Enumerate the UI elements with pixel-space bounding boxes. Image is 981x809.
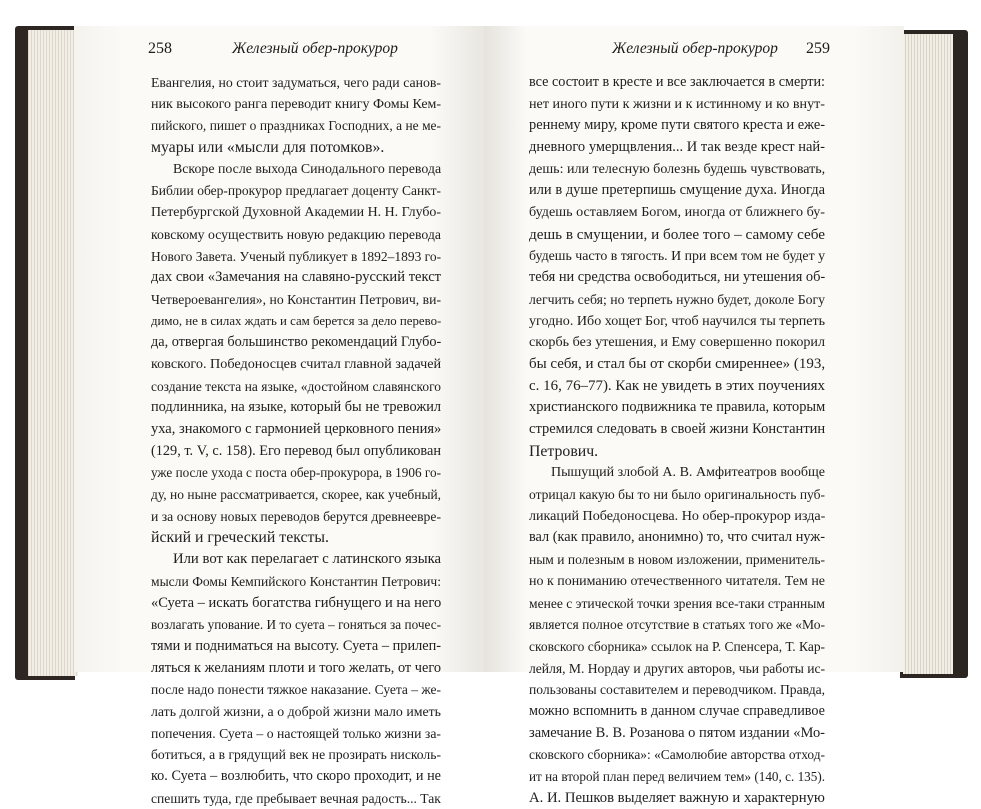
text-line: дешь: или телесную болезнь будешь чувствовать, bbox=[529, 160, 826, 177]
text-line: все состоит в кресте и все заключается в смерти: bbox=[529, 74, 825, 90]
text-line: Четвероевангелия», но Константин Петрович, ви- bbox=[151, 291, 441, 307]
text-line: возлагать упование. И то суета – гоняться за почес- bbox=[151, 617, 441, 633]
text-line: ным и полезным в новом изложении, применитель- bbox=[529, 552, 825, 568]
text-line: Петербургской Духовной Академии Н. Н. Глубо- bbox=[151, 205, 441, 221]
text-line: нет иного пути к жизни и к истинному и ко внут- bbox=[529, 95, 825, 112]
text-line: дах свои «Замечания на славяно-русский текст bbox=[151, 269, 441, 286]
text-line: попечения. Суета – о настоящей только жизни за- bbox=[151, 725, 441, 741]
text-line: создание текста на языке, «достойном славянского bbox=[151, 378, 441, 394]
page-edges-right bbox=[903, 34, 953, 674]
text-line: менее с этической точки зрения все-таки странным bbox=[529, 595, 825, 611]
text-line: и за основу новых переводов берутся древнеевре- bbox=[151, 508, 441, 524]
text-line: муары или «мысли для потомков». bbox=[151, 139, 385, 157]
text-line: сковского сборника»: «Самолюбие авторства отход- bbox=[529, 747, 825, 763]
text-line: да, отвергая большинство рекомендаций Глубо- bbox=[151, 334, 442, 351]
text-line: ботиться, а в грядущий век не прозирать нисколь- bbox=[151, 747, 441, 763]
text-line: ит на второй план перед величием тем» (140, с. 135). bbox=[529, 769, 825, 784]
text-line: ко. Суета – возлюбить, что скоро проходит, и не bbox=[151, 768, 441, 784]
text-line: лейля, М. Нордау и других авторов, чьи работы ис- bbox=[529, 660, 826, 676]
right-page-text bbox=[529, 72, 825, 809]
text-line: уха, знакомого с гармонией церковного пения» bbox=[151, 421, 442, 437]
text-line: скорбь без утешения, и Ему совершенно покорил bbox=[529, 334, 825, 351]
text-line: ликаций Победоносцева. Но обер-прокурор изда- bbox=[529, 507, 826, 524]
text-line: реннему миру, кроме пути святого креста и еже- bbox=[529, 117, 826, 134]
text-line: будешь оставляем Богом, иногда от ближнего бу- bbox=[529, 204, 825, 221]
text-line: йский и греческий тексты. bbox=[151, 529, 329, 547]
text-line: стремился следовать в своей жизни Константин bbox=[529, 421, 826, 437]
text-line: (129, т. V, с. 158). Его перевод был опубликован bbox=[151, 442, 441, 459]
text-line: ду, но ныне рассматривается, скорее, как учебный, bbox=[151, 487, 441, 503]
text-line: пользованы составителем и переводчиком. Правда, bbox=[529, 682, 826, 698]
text-line: ковскому осуществить новую редакцию перевода bbox=[151, 226, 441, 242]
text-line: Нового Завета. Ученый публикует в 1892–1893 го- bbox=[151, 248, 442, 264]
text-line: угодно. Ибо хощет Бог, чтоб научился ты терпеть bbox=[529, 312, 826, 329]
text-line: подлинника, на языке, который бы не тревожил bbox=[151, 399, 441, 416]
text-line: ник высокого ранга переводит книгу Фомы Кем- bbox=[151, 96, 442, 112]
text-line: Вскоре после выхода Синодального перевода bbox=[173, 161, 442, 177]
text-line: является полное отсутствие в статьях того же «Мо- bbox=[529, 617, 825, 633]
text-line: уже после ухода с поста обер-прокурора, в 1906 го- bbox=[151, 465, 441, 481]
text-line: Пышущий злобой А. В. Амфитеатров вообще bbox=[551, 465, 825, 481]
text-line: отрицал какую бы то ни было оригинальность пуб- bbox=[529, 487, 825, 503]
text-line: после надо понести тяжкое наказание. Суета – же- bbox=[151, 682, 441, 698]
text-line: замечание В. В. Розанова о пятом издании «Мо- bbox=[529, 724, 825, 741]
text-line: вал (как правило, анонимно) то, что считал нуж- bbox=[529, 529, 825, 546]
text-line: будешь часто в тягость. И при всем том не будет у bbox=[529, 248, 826, 264]
text-line: спешить туда, где пребывает вечная радость... Так bbox=[151, 790, 441, 806]
text-line: мысли Фомы Кемпийского Константин Петрович: bbox=[151, 573, 441, 589]
text-line: или в душе претерпишь смущение духа. Иногда bbox=[529, 182, 825, 199]
text-line: бы себя, и стал бы от скорби смиреннее» (193, bbox=[529, 355, 826, 372]
text-line: «Суета – искать богатства гибнущего и на него bbox=[151, 594, 442, 611]
text-line: можно вспомнить в данном случае справедливое bbox=[529, 702, 825, 719]
text-line: тями и подниматься на высоту. Суета – прилеп- bbox=[151, 637, 441, 654]
right-page-number: 259 bbox=[806, 40, 830, 57]
text-line: легчить себя; но терпеть нужно будет, доколе Богу bbox=[529, 291, 825, 307]
text-line: сковского сборника» ссылок на Р. Спенсера, Т. Кар- bbox=[529, 638, 826, 654]
text-line: дешь в смущении, и более того – самому себе bbox=[529, 225, 825, 243]
page-edges-left bbox=[28, 30, 78, 676]
left-page-text bbox=[151, 72, 441, 809]
text-line: с. 16, 76–77). Как не увидеть в этих поучениях bbox=[529, 377, 825, 394]
text-line: дневного умерщвления... И так везде крест най- bbox=[529, 139, 825, 156]
text-line: христианского подвижника те правила, которым bbox=[529, 399, 826, 416]
text-line: ляться к желаниям плоти и того желать, от чего bbox=[151, 659, 441, 676]
text-line: Или вот как перелагает с латинского языка bbox=[173, 551, 441, 568]
text-line: Петрович. bbox=[529, 442, 599, 460]
left-page-number: 258 bbox=[148, 40, 172, 57]
right-running-title: Железный обер-прокурор bbox=[612, 40, 778, 57]
text-line: Евангелия, но стоит задуматься, чего ради санов- bbox=[151, 75, 441, 90]
text-line: димо, не в силах ждать и сам берется за дело перево- bbox=[151, 313, 442, 328]
text-line: А. И. Пешков выделяет важную и характерную bbox=[529, 789, 825, 806]
text-line: ковского. Победоносцев считал главной задачей bbox=[151, 355, 442, 372]
text-line: тебя ни средства освободиться, ни утешения об- bbox=[529, 269, 826, 286]
text-line: Библии обер-прокурор предлагает доценту Санкт- bbox=[151, 183, 441, 199]
text-line: но к пониманию отечественного читателя. Тем не bbox=[529, 573, 825, 589]
text-line: лать долгой жизни, а о доброй жизни мало иметь bbox=[151, 703, 441, 719]
left-running-title: Железный обер-прокурор bbox=[232, 40, 398, 57]
text-line: пийского, пишет о праздниках Господних, а не ме- bbox=[151, 118, 441, 134]
